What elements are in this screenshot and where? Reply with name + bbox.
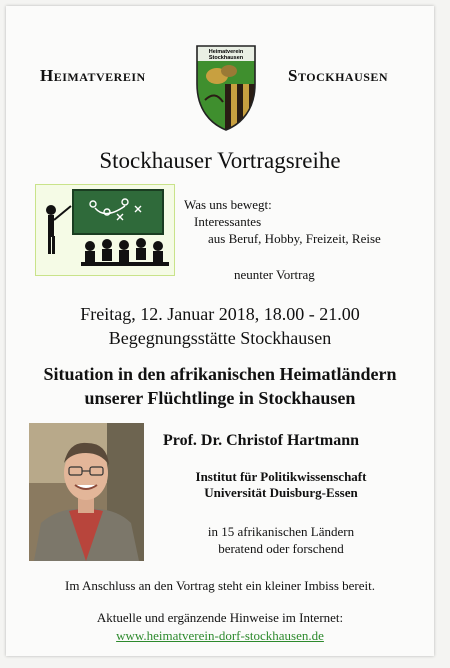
- crest-line2: Stockhausen: [208, 55, 244, 61]
- speaker-name: Prof. Dr. Christof Hartmann: [163, 432, 359, 449]
- topic-line1: Was uns bewegt:: [184, 197, 272, 212]
- talk-headline: [6, 362, 434, 410]
- topic-line2: Interessantes: [194, 214, 262, 229]
- speaker-photo: [29, 423, 144, 561]
- lecture-clipart: [35, 184, 175, 276]
- series-title: Stockhauser Vortragsreihe: [99, 148, 341, 173]
- flyer-sheet: [6, 6, 434, 656]
- speaker-university: Universität Duisburg-Essen: [204, 485, 358, 500]
- crest-logo: [195, 44, 257, 132]
- speaker-details: [156, 523, 406, 557]
- event-venue: Begegnungsstätte Stockhausen: [108, 328, 332, 348]
- speaker-detail2: beratend oder forschend: [218, 541, 344, 556]
- snack-note: Im Anschluss an den Vortrag steht ein kleiner Imbiss bereit.: [64, 578, 376, 593]
- header-left-text: Heimatverein: [40, 66, 146, 85]
- crest-line1: Heimatverein: [208, 49, 244, 55]
- speaker-affiliation: [156, 469, 406, 501]
- headline-line2: unserer Flüchtlinge in Stockhausen: [84, 388, 356, 408]
- topic-block: [184, 196, 381, 247]
- speaker-institute: Institut für Politikwissenschaft: [195, 469, 367, 484]
- headline-line1: Situation in den afrikanischen Heimatländern: [43, 364, 397, 384]
- event-datetime: Freitag, 12. Januar 2018, 18.00 - 21.00: [80, 304, 360, 324]
- header-right-text: Stockhausen: [288, 66, 389, 85]
- event-info: [6, 302, 434, 350]
- talk-number: neunter Vortrag: [234, 267, 315, 282]
- header: [6, 36, 434, 136]
- speaker-detail1: in 15 afrikanischen Ländern: [207, 524, 355, 539]
- internet-hint: Aktuelle und ergänzende Hinweise im Internet:: [96, 610, 344, 625]
- topic-line3: aus Beruf, Hobby, Freizeit, Reise: [208, 231, 381, 246]
- website-link[interactable]: www.heimatverein-dorf-stockhausen.de: [116, 628, 324, 643]
